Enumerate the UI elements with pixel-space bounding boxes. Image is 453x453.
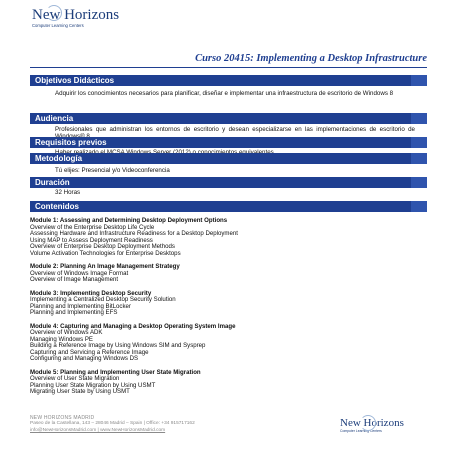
module-item: Configuring and Managing Windows DS (30, 355, 139, 363)
logo-swoosh-icon (360, 415, 376, 431)
module-title: Module 5: Planning and Implementing User State Migration (30, 368, 201, 376)
module-block (30, 370, 427, 396)
footer-org: NEW HORIZONS MADRID (30, 415, 95, 421)
module-item: Migrating User State by Using USMT (30, 388, 130, 396)
logo-tagline: Computer Learning Centers (32, 23, 84, 28)
audiencia-text: Profesionales que administran los entornos de escritorio y desean especializarse en las implementaciones de escritorio de (55, 126, 415, 133)
footer-links[interactable]: info@NewHorizonsMadrid.com | www.NewHorizonsMadrid.com (30, 428, 166, 433)
section-header-duracion: Duración (30, 177, 427, 188)
objetivos-text: Adquirir los conocimientos necesarios para planificar, diseñar e implementar una infraestructura de escritorio de Windows 8 (55, 90, 394, 97)
module-item: Using MAP to Assess Deployment Readiness (30, 236, 153, 244)
module-item: Assessing Hardware and Infrastructure Readiness for a Desktop Deployment (30, 230, 238, 238)
contenidos-list (30, 218, 427, 403)
section-header-audiencia: Audiencia (30, 113, 427, 124)
module-item: Overview of the Enterprise Desktop Life Cycle (30, 223, 155, 231)
new-horizons-logo (32, 8, 119, 28)
module-item: Overview of Windows ADK (30, 329, 103, 337)
module-item: Capturing and Servicing a Reference Image (30, 348, 149, 356)
module-block (30, 264, 427, 284)
course-title: Curso 20415: Implementing a Desktop Infrastructure (195, 53, 427, 64)
module-title: Module 3: Implementing Desktop Security (30, 289, 152, 297)
module-item: Building a Reference Image by Using Windows SIM and Sysprep (30, 342, 206, 350)
module-item: Planning and Implementing EFS (30, 309, 118, 317)
module-block (30, 324, 427, 364)
section-header-requisitos: Requisitos previos (30, 137, 427, 148)
duracion-text: 32 Horas (55, 189, 81, 196)
logo-swoosh-icon (46, 5, 62, 21)
module-item: Overview of User State Migration (30, 375, 120, 383)
module-block (30, 291, 427, 317)
module-title: Module 1: Assessing and Determining Desktop Deployment Options (30, 217, 228, 224)
logo-name: New Horizons (340, 417, 404, 429)
module-title: Module 4: Capturing and Managing a Desktop Operating System Image (30, 322, 236, 330)
section-header-contenidos: Contenidos (30, 201, 427, 212)
module-item: Overview of Windows Image Format (30, 269, 129, 277)
logo-name: New Horizons (32, 7, 120, 23)
section-header-objetivos: Objetivos Didácticos (30, 75, 427, 86)
logo-tagline: Computer Learning Centers (340, 429, 382, 433)
footer-address: Paseo de la Castellana, 143 – 28046 Madrid – Spain | Office: +34 915717162 (30, 421, 195, 426)
module-item: Planning and Implementing BitLocker (30, 302, 131, 310)
module-item: Overview of Image Management (30, 276, 119, 284)
metodologia-text: Tú elijes: Presencial y/o Videoconferencia (55, 167, 170, 174)
module-title: Module 2: Planning An Image Management Strategy (30, 263, 180, 271)
footer-logo (340, 418, 404, 433)
module-item: Volume Activation Technologies for Enterprise Desktops (30, 249, 181, 257)
module-item: Planning User State Migration by Using USMT (30, 381, 156, 389)
section-header-metodologia: Metodología (30, 153, 427, 164)
title-divider (30, 67, 427, 68)
module-block (30, 218, 427, 258)
module-item: Overview of Enterprise Desktop Deployment Methods (30, 243, 175, 251)
module-item: Managing Windows PE (30, 335, 93, 343)
module-item: Implementing a Centralized Desktop Security Solution (30, 296, 176, 304)
